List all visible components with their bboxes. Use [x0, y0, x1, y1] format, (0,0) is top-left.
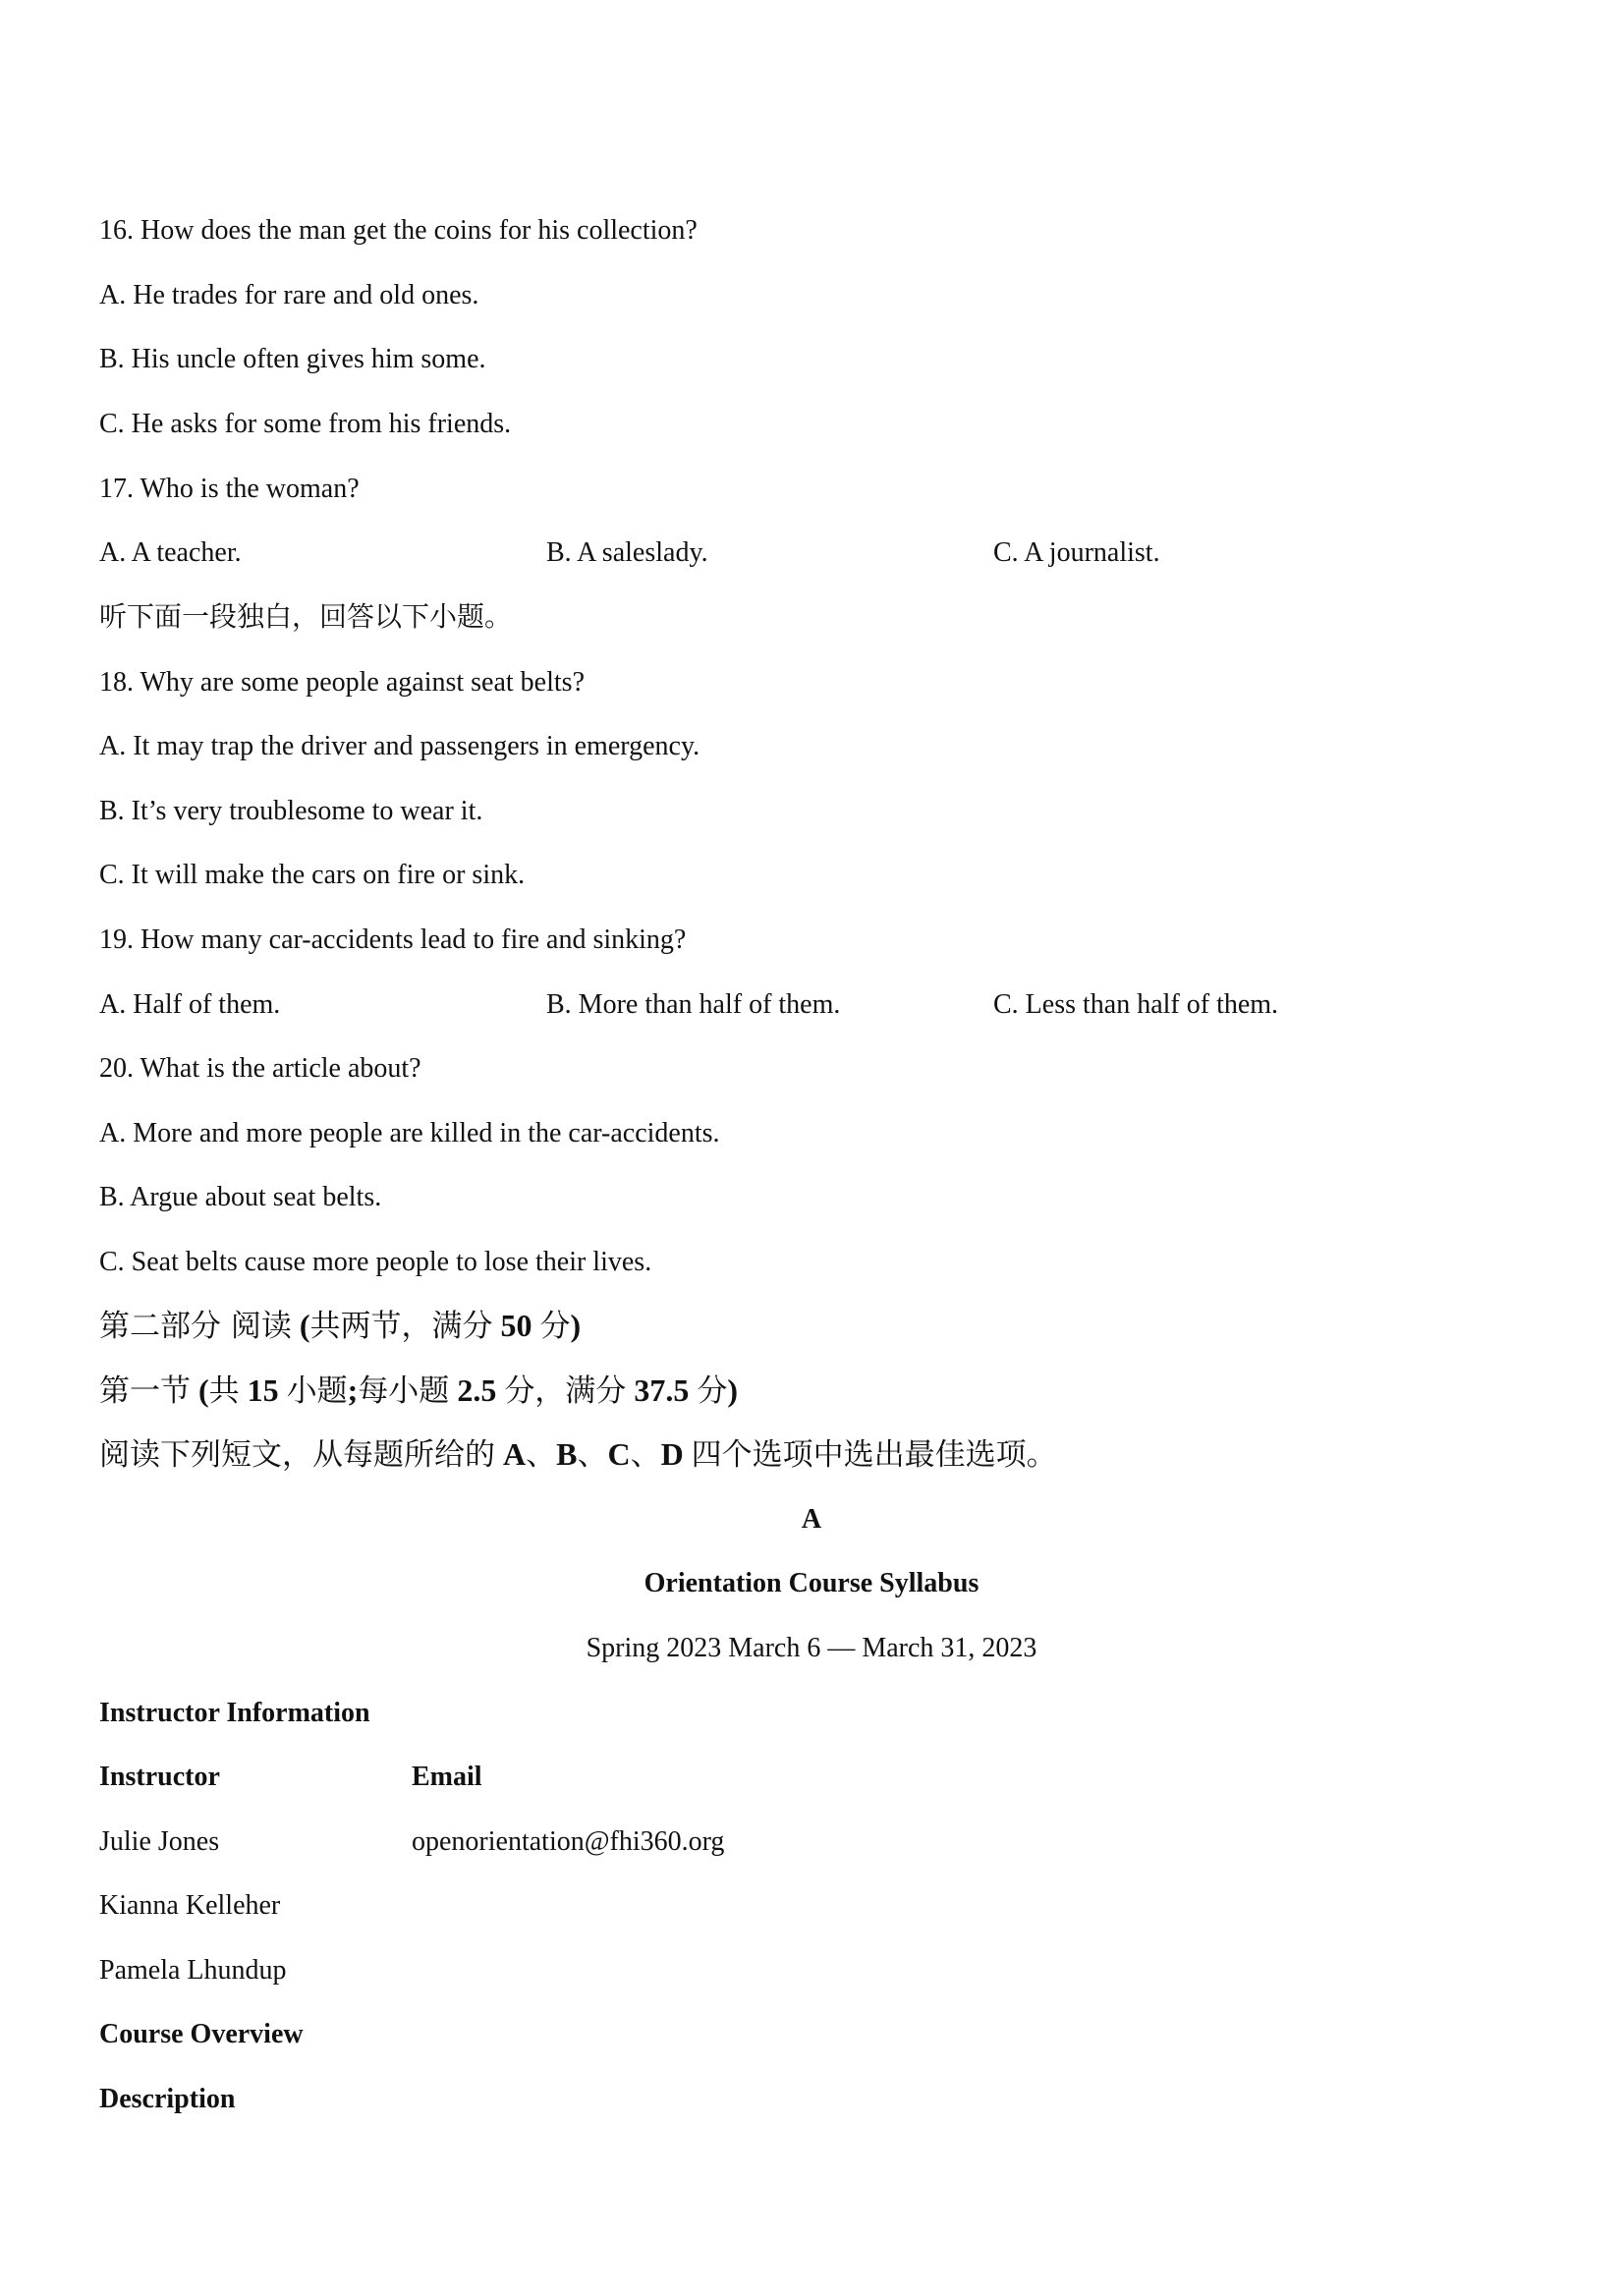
- question-18: 18. Why are some people against seat belts?: [99, 667, 585, 698]
- question-19-option-c: C. Less than half of them.: [993, 989, 1279, 1020]
- question-19-option-b: B. More than half of them.: [546, 989, 841, 1020]
- course-overview-heading: Course Overview: [99, 2019, 304, 2049]
- question-17-options: [99, 536, 1376, 570]
- question-18-option-b: B. It’s very troublesome to wear it.: [99, 796, 483, 826]
- question-20-option-c: C. Seat belts cause more people to lose their lives.: [99, 1247, 652, 1277]
- question-16-option-b: B. His uncle often gives him some.: [99, 344, 486, 374]
- instructor-table-header: [99, 1761, 885, 1794]
- email-column-header: Email: [412, 1762, 482, 1792]
- question-18-option-a: A. It may trap the driver and passengers in emergency.: [99, 731, 700, 761]
- question-18-option-c: C. It will make the cars on fire or sink.: [99, 860, 526, 890]
- passage-title: Orientation Course Syllabus: [644, 1568, 979, 1598]
- question-17-option-c: C. A journalist.: [993, 537, 1160, 568]
- instructor-name: Kianna Kelleher: [99, 1890, 281, 1921]
- question-19: 19. How many car-accidents lead to fire and sinking?: [99, 924, 687, 955]
- description-heading: Description: [99, 2084, 236, 2114]
- passage-dates: Spring 2023 March 6 — March 31, 2023: [586, 1633, 1037, 1663]
- question-17-option-a: A. A teacher.: [99, 537, 242, 568]
- question-16-option-a: A. He trades for rare and old ones.: [99, 280, 479, 310]
- question-16-option-c: C. He asks for some from his friends.: [99, 409, 512, 439]
- table-row: [99, 1954, 885, 1988]
- instructor-column-header: Instructor: [99, 1762, 220, 1792]
- question-17: 17. Who is the woman?: [99, 474, 360, 504]
- question-19-option-a: A. Half of them.: [99, 989, 281, 1020]
- part-two-title: 第二部分 阅读 (共两节，满分 50 分): [99, 1308, 582, 1344]
- question-17-option-b: B. A saleslady.: [546, 537, 708, 568]
- table-row: [99, 1825, 885, 1859]
- question-19-options: [99, 988, 1475, 1022]
- monologue-instruction: 听下面一段独白，回答以下小题。: [99, 600, 513, 633]
- question-16: 16. How does the man get the coins for his collection?: [99, 215, 698, 246]
- question-20: 20. What is the article about?: [99, 1053, 421, 1084]
- table-row: [99, 1889, 885, 1923]
- instructor-name: Julie Jones: [99, 1826, 220, 1857]
- reading-instruction: 阅读下列短文，从每题所给的 A、B、C、D 四个选项中选出最佳选项。: [99, 1436, 1057, 1473]
- instructor-name: Pamela Lhundup: [99, 1955, 287, 1986]
- question-20-option-a: A. More and more people are killed in the car-accidents.: [99, 1118, 720, 1148]
- instructor-info-heading: Instructor Information: [99, 1698, 370, 1728]
- instructor-email: openorientation@fhi360.org: [412, 1826, 725, 1857]
- passage-label: A: [801, 1504, 822, 1535]
- section-one-title: 第一节 (共 15 小题;每小题 2.5 分，满分 37.5 分): [99, 1372, 738, 1409]
- question-20-option-b: B. Argue about seat belts.: [99, 1182, 382, 1212]
